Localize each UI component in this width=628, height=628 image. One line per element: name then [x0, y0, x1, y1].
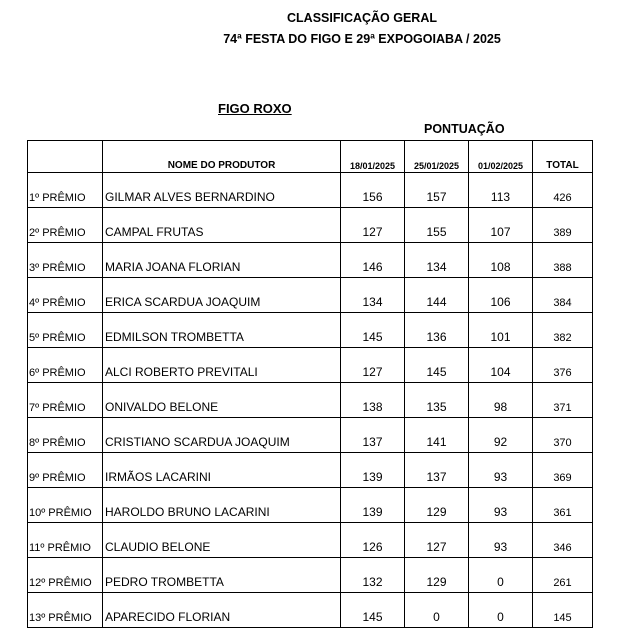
producer-name-cell: ALCI ROBERTO PREVITALI: [103, 348, 341, 383]
score-date-1-cell: 134: [341, 278, 405, 313]
total-cell: 388: [533, 243, 593, 278]
rank-cell: 11º PRÊMIO: [28, 523, 103, 558]
score-date-3-cell: 113: [469, 173, 533, 208]
score-date-1-cell: 127: [341, 348, 405, 383]
score-date-3-cell: 107: [469, 208, 533, 243]
producer-name-cell: CLAUDIO BELONE: [103, 523, 341, 558]
score-date-3-cell: 108: [469, 243, 533, 278]
header-name: NOME DO PRODUTOR: [103, 141, 341, 173]
score-date-3-cell: 0: [469, 558, 533, 593]
score-date-3-cell: 101: [469, 313, 533, 348]
total-cell: 346: [533, 523, 593, 558]
producer-name-cell: CRISTIANO SCARDUA JOAQUIM: [103, 418, 341, 453]
score-date-2-cell: 129: [405, 558, 469, 593]
table-row: [28, 173, 593, 208]
total-cell: 145: [533, 593, 593, 628]
score-date-3-cell: 93: [469, 488, 533, 523]
score-date-1-cell: 138: [341, 383, 405, 418]
producer-name-cell: APARECIDO FLORIAN: [103, 593, 341, 628]
rank-cell: 2º PRÊMIO: [28, 208, 103, 243]
producer-name-cell: CAMPAL FRUTAS: [103, 208, 341, 243]
table-row: [28, 593, 593, 628]
table-row: [28, 558, 593, 593]
score-date-3-cell: 106: [469, 278, 533, 313]
rank-cell: 5º PRÊMIO: [28, 313, 103, 348]
total-cell: 261: [533, 558, 593, 593]
rank-cell: 12º PRÊMIO: [28, 558, 103, 593]
table-row: [28, 243, 593, 278]
score-date-2-cell: 141: [405, 418, 469, 453]
total-cell: 370: [533, 418, 593, 453]
producer-name-cell: EDMILSON TROMBETTA: [103, 313, 341, 348]
header-date-3: 01/02/2025: [469, 141, 533, 173]
score-date-2-cell: 155: [405, 208, 469, 243]
score-date-2-cell: 145: [405, 348, 469, 383]
table-row: [28, 208, 593, 243]
total-cell: 376: [533, 348, 593, 383]
producer-name-cell: ONIVALDO BELONE: [103, 383, 341, 418]
rank-cell: 1º PRÊMIO: [28, 173, 103, 208]
score-date-3-cell: 98: [469, 383, 533, 418]
table-row: [28, 313, 593, 348]
score-date-2-cell: 136: [405, 313, 469, 348]
total-cell: 361: [533, 488, 593, 523]
score-date-3-cell: 93: [469, 523, 533, 558]
rank-cell: 6º PRÊMIO: [28, 348, 103, 383]
header-total: TOTAL: [533, 141, 593, 173]
header-rank: [28, 141, 103, 173]
score-date-2-cell: 0: [405, 593, 469, 628]
score-date-3-cell: 93: [469, 453, 533, 488]
total-cell: 384: [533, 278, 593, 313]
score-date-3-cell: 92: [469, 418, 533, 453]
score-date-2-cell: 134: [405, 243, 469, 278]
score-date-1-cell: 139: [341, 453, 405, 488]
producer-name-cell: GILMAR ALVES BERNARDINO: [103, 173, 341, 208]
score-date-3-cell: 104: [469, 348, 533, 383]
rank-cell: 9º PRÊMIO: [28, 453, 103, 488]
producer-name-cell: ERICA SCARDUA JOAQUIM: [103, 278, 341, 313]
score-date-2-cell: 135: [405, 383, 469, 418]
table-row: [28, 523, 593, 558]
total-cell: 426: [533, 173, 593, 208]
rank-cell: 3º PRÊMIO: [28, 243, 103, 278]
total-cell: 382: [533, 313, 593, 348]
document-title: CLASSIFICAÇÃO GERAL: [287, 11, 437, 25]
total-cell: 389: [533, 208, 593, 243]
producer-name-cell: MARIA JOANA FLORIAN: [103, 243, 341, 278]
rank-cell: 10º PRÊMIO: [28, 488, 103, 523]
score-date-2-cell: 127: [405, 523, 469, 558]
score-date-1-cell: 137: [341, 418, 405, 453]
rank-cell: 7º PRÊMIO: [28, 383, 103, 418]
total-cell: 371: [533, 383, 593, 418]
document-subtitle: 74ª FESTA DO FIGO E 29ª EXPOGOIABA / 2025: [223, 32, 501, 46]
rank-cell: 4º PRÊMIO: [28, 278, 103, 313]
score-date-1-cell: 156: [341, 173, 405, 208]
score-date-1-cell: 132: [341, 558, 405, 593]
table-row: [28, 348, 593, 383]
score-date-1-cell: 127: [341, 208, 405, 243]
rank-cell: 13º PRÊMIO: [28, 593, 103, 628]
table-row: [28, 453, 593, 488]
section-title: FIGO ROXO: [218, 101, 292, 116]
table-row: [28, 418, 593, 453]
producer-name-cell: IRMÃOS LACARINI: [103, 453, 341, 488]
score-date-2-cell: 137: [405, 453, 469, 488]
producer-name-cell: PEDRO TROMBETTA: [103, 558, 341, 593]
score-date-3-cell: 0: [469, 593, 533, 628]
score-date-1-cell: 139: [341, 488, 405, 523]
producer-name-cell: HAROLDO BRUNO LACARINI: [103, 488, 341, 523]
score-date-1-cell: 126: [341, 523, 405, 558]
header-date-2: 25/01/2025: [405, 141, 469, 173]
header-date-1: 18/01/2025: [341, 141, 405, 173]
score-date-2-cell: 157: [405, 173, 469, 208]
table-row: [28, 278, 593, 313]
rank-cell: 8º PRÊMIO: [28, 418, 103, 453]
score-date-2-cell: 129: [405, 488, 469, 523]
table-header-row: [28, 141, 593, 173]
score-group-label: PONTUAÇÃO: [424, 122, 505, 136]
score-date-1-cell: 145: [341, 313, 405, 348]
score-date-1-cell: 145: [341, 593, 405, 628]
table-row: [28, 383, 593, 418]
ranking-table: [27, 140, 593, 628]
score-date-2-cell: 144: [405, 278, 469, 313]
table-row: [28, 488, 593, 523]
score-date-1-cell: 146: [341, 243, 405, 278]
total-cell: 369: [533, 453, 593, 488]
